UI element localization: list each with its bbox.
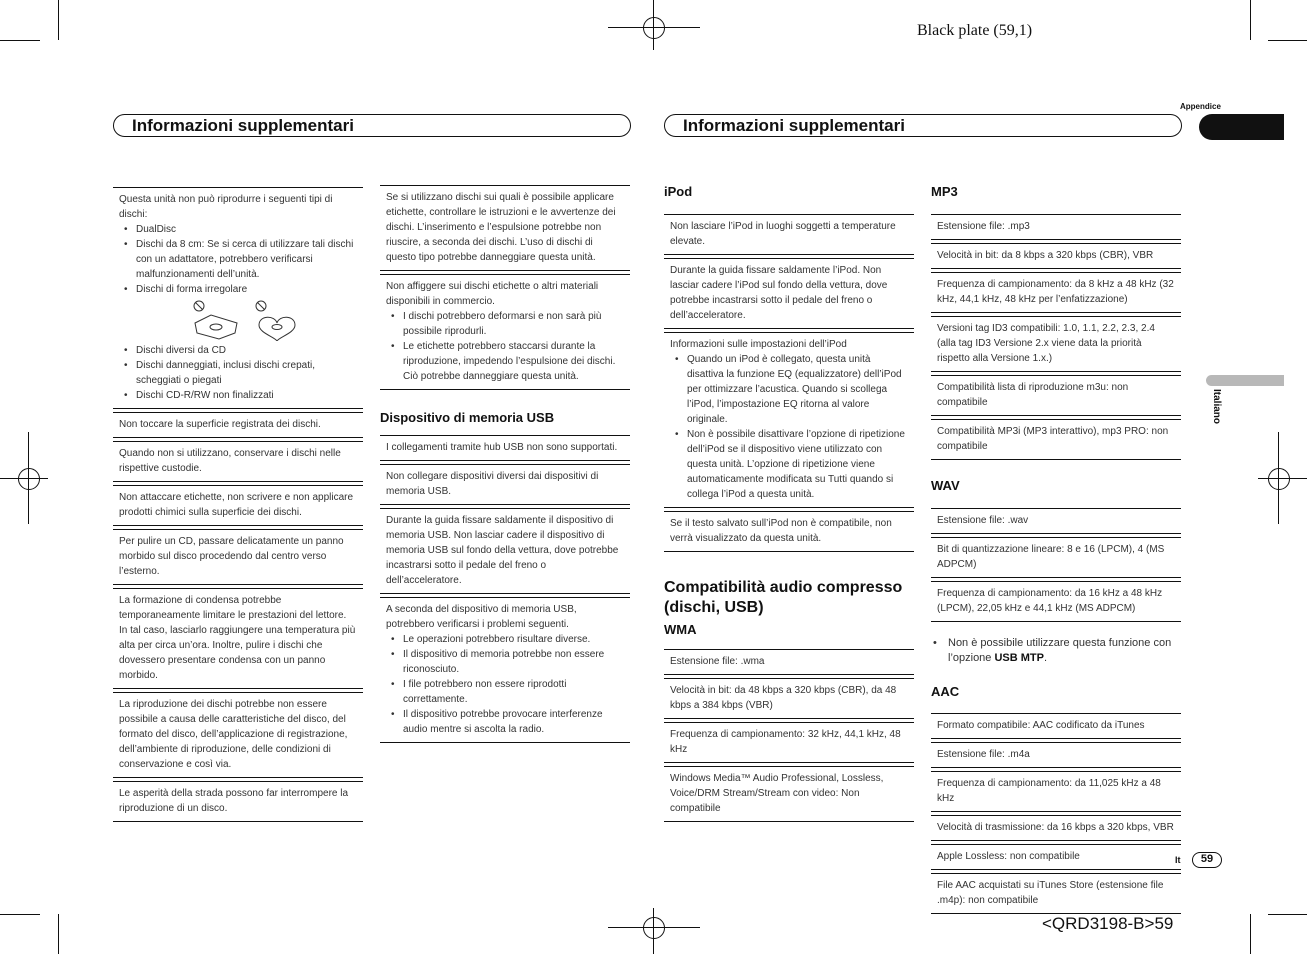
list-item: • Il dispositivo di memoria potrebbe non essere riconosciuto. [403,647,624,677]
plate-label: Black plate (59,1) [917,22,1033,39]
mp3-box: Versioni tag ID3 compatibili: 1.0, 1.1, 2.2, 2.3, 2.4 (alla tag ID3 Versione 2.x viene data la priorità rispetto alla Versione 1.x.) [931,316,1181,372]
crop-mark [1250,0,1251,40]
ipod-settings-list [670,352,908,502]
sticker-box [380,274,630,390]
page-lang: It [1175,855,1181,865]
aac-box: Velocità di trasmissione: da 16 kbps a 320 kbps, VBR [931,815,1181,841]
list-item: • Dischi di forma irregolare [136,282,357,297]
ipod-section-title: iPod [664,184,693,199]
usb-problems-box [380,597,630,743]
wav-note-end: . [1043,652,1048,664]
note-box: Per pulire un CD, passare delicatamente un panno morbido sul disco procedendo dal centro verso l’esterno. [113,529,363,585]
unplayable-intro: Questa unità non può riprodurre i seguenti tipi di dischi: [119,194,333,220]
sticker-list [386,309,624,384]
crop-mark [1268,40,1307,41]
note-box: Non attaccare etichette, non scrivere e non applicare prodotti chimici sulla superficie dei dischi. [113,485,363,526]
document-code: <QRD3198-B>59 [1042,914,1174,933]
list-item: • I file potrebbero non essere riprodotti correttamente. [403,677,624,707]
list-item: • Dischi danneggiati, inclusi dischi crepati, scheggiati o piegati [136,358,357,388]
irregular-disc-icons [119,299,369,341]
list-item: • Le operazioni potrebbero risultare diverse. [403,632,624,647]
registration-mark-right [1258,432,1307,524]
usb-problems-intro: A seconda del dispositivo di memoria USB, potrebbero verificarsi i problemi seguenti. [386,604,577,630]
usb-problems-list [386,632,624,737]
aac-section-title: AAC [931,684,960,699]
unplayable-list-1 [119,222,357,297]
language-tab-label: Italiano [1211,389,1222,425]
crop-mark [1268,914,1307,915]
aac-box: Apple Lossless: non compatibile [931,844,1181,870]
note-box: La riproduzione dei dischi potrebbe non essere possibile a causa delle caratteristiche del disco, del formato del disco, dell’applicazione di registrazione, dell’ambiente di riproduzione, delle condizioni di conservazione e così via. [113,692,363,778]
chapter-tab [1199,114,1284,140]
list-item: • Le etichette potrebbero staccarsi durante la riproduzione, impedendo l’espulsione dei dischi. Ciò potrebbe danneggiare questa unità. [403,339,624,384]
ipod-settings-intro: Informazioni sulle impostazioni dell’iPod [670,339,847,350]
list-item: • DualDisc [136,222,357,237]
wav-box: Frequenza di campionamento: da 16 kHz a 48 kHz (LPCM), 22,05 kHz e 44,1 kHz (MS ADPCM) [931,581,1181,622]
aac-box: Formato compatibile: AAC codificato da iTunes [931,713,1181,739]
wav-section-title: WAV [931,478,960,493]
list-item: • Quando un iPod è collegato, questa unità disattiva la funzione EQ (equalizzatore) dell’iPod per ottimizzare l’acustica. Quando si scollega l’iPod, l’impostazione EQ ritorna al valore originale. [687,352,908,427]
column-3 [664,184,914,822]
note-box: Non toccare la superficie registrata dei dischi. [113,412,363,438]
wav-note-bold: USB MTP [994,652,1044,664]
aac-box: File AAC acquistati su iTunes Store (estensione file .m4p): non compatibile [931,873,1181,914]
unplayable-list-2 [119,343,357,403]
label-disc-box: Se si utilizzano dischi sui quali è possibile applicare etichette, controllare le istruzioni e le avvertenze dei dischi. L’inserimento e l’espulsione potrebbe non riuscire, a seconda dei dischi. L’uso di dischi di questo tipo potrebbe danneggiare questa unità. [380,185,630,271]
list-item: • Non è possibile disattivare l’opzione di ripetizione dell’iPod se il dispositivo viene utilizzato con questa unità. L’opzione di ripetizione viene automaticamente modificata su Tutti quando si collega l’iPod a questa unità. [687,427,908,502]
column-2 [380,185,630,743]
sticker-intro: Non affiggere sui dischi etichette o altri materiali disponibili in commercio. [386,281,599,307]
page-number-badge [1192,852,1222,868]
usb-box: Non collegare dispositivi diversi dai dispositivi di memoria USB. [380,464,630,505]
page-number: 59 [1200,853,1214,865]
mp3-section-title: MP3 [931,184,958,199]
aac-box: Estensione file: .m4a [931,742,1181,768]
ipod-box: Non lasciare l’iPod in luoghi soggetti a temperature elevate. [664,214,914,255]
left-section-header: Informazioni supplementari [113,114,631,137]
crop-mark [0,40,40,41]
irregular-disc-illustration [119,299,357,341]
language-tab [1206,375,1284,386]
appendix-label: Appendice [1180,102,1221,111]
wav-box: Bit di quantizzazione lineare: 8 e 16 (LPCM), 4 (MS ADPCM) [931,537,1181,578]
right-section-header: Informazioni supplementari [664,114,1182,137]
wav-box: Estensione file: .wav [931,508,1181,534]
registration-mark-left [0,432,48,524]
mp3-box: Estensione file: .mp3 [931,214,1181,240]
note-box: La formazione di condensa potrebbe temporaneamente limitare le prestazioni del lettore. In tal caso, lasciarlo raggiungere una temperatura più alta per circa un’ora. Inoltre, pulire i dischi che dovessero presentare condensa con un panno morbido. [113,588,363,689]
unplayable-discs-box [113,187,363,409]
wma-box: Velocità in bit: da 48 kbps a 320 kbps (CBR), da 48 kbps a 384 kbps (VBR) [664,678,914,719]
ipod-box: Se il testo salvato sull’iPod non è compatibile, non verrà visualizzato da questa unità. [664,511,914,552]
mp3-box: Compatibilità lista di riproduzione m3u: non compatibile [931,375,1181,416]
mp3-box: Frequenza di campionamento: da 8 kHz a 48 kHz (32 kHz, 44,1 kHz, 48 kHz per l’enfatizzazione) [931,272,1181,313]
mp3-box: Velocità in bit: da 8 kbps a 320 kbps (CBR), VBR [931,243,1181,269]
wma-box: Estensione file: .wma [664,649,914,675]
wav-note [931,636,1181,666]
aac-box: Frequenza di campionamento: da 11,025 kHz a 48 kHz [931,771,1181,812]
note-box: Quando non si utilizzano, conservare i dischi nelle rispettive custodie. [113,441,363,482]
usb-box: I collegamenti tramite hub USB non sono supportati. [380,435,630,461]
ipod-box: Durante la guida fissare saldamente l’iPod. Non lasciar cadere l’iPod sul fondo della vettura, dove potrebbe incastrarsi sotto il pedale del freno o dell’acceleratore. [664,258,914,329]
mp3-box: Compatibilità MP3i (MP3 interattivo), mp3 PRO: non compatibile [931,419,1181,460]
registration-mark-top [608,0,700,50]
list-item: • I dischi potrebbero deformarsi e non sarà più possibile riprodurli. [403,309,624,339]
column-1 [113,187,363,822]
ipod-settings-box [664,332,914,508]
wma-box: Windows Media™ Audio Professional, Lossless, Voice/DRM Stream/Stream con video: Non compatibile [664,766,914,822]
crop-mark [0,914,40,915]
list-item: • Dischi da 8 cm: Se si cerca di utilizzare tali dischi con un adattatore, potrebbero verificarsi malfunzionamenti dell’unità. [136,237,357,282]
crop-mark [58,914,59,954]
list-item: • Dischi diversi da CD [136,343,357,358]
list-item: • Il dispositivo potrebbe provocare interferenze audio mentre si ascolta la radio. [403,707,624,737]
wma-box: Frequenza di campionamento: 32 kHz, 44,1 kHz, 48 kHz [664,722,914,763]
note-box: Le asperità della strada possono far interrompere la riproduzione di un disco. [113,781,363,822]
column-4 [931,184,1181,914]
registration-mark-bottom [608,908,700,954]
compat-section-title: Compatibilità audio compresso (dischi, USB) [664,579,903,616]
usb-section-title: Dispositivo di memoria USB [380,410,555,425]
crop-mark [1250,914,1251,954]
wav-note-text: Non è possibile utilizzare questa funzione con l’opzione [948,637,1172,664]
wma-section-title: WMA [664,622,697,637]
list-item: • Dischi CD-R/RW non finalizzati [136,388,357,403]
crop-mark [58,0,59,40]
usb-box: Durante la guida fissare saldamente il dispositivo di memoria USB. Non lasciar cadere il dispositivo di memoria USB sul fondo della vettura, dove potrebbe incastrarsi sotto il pedale del freno o dell’acceleratore. [380,508,630,594]
